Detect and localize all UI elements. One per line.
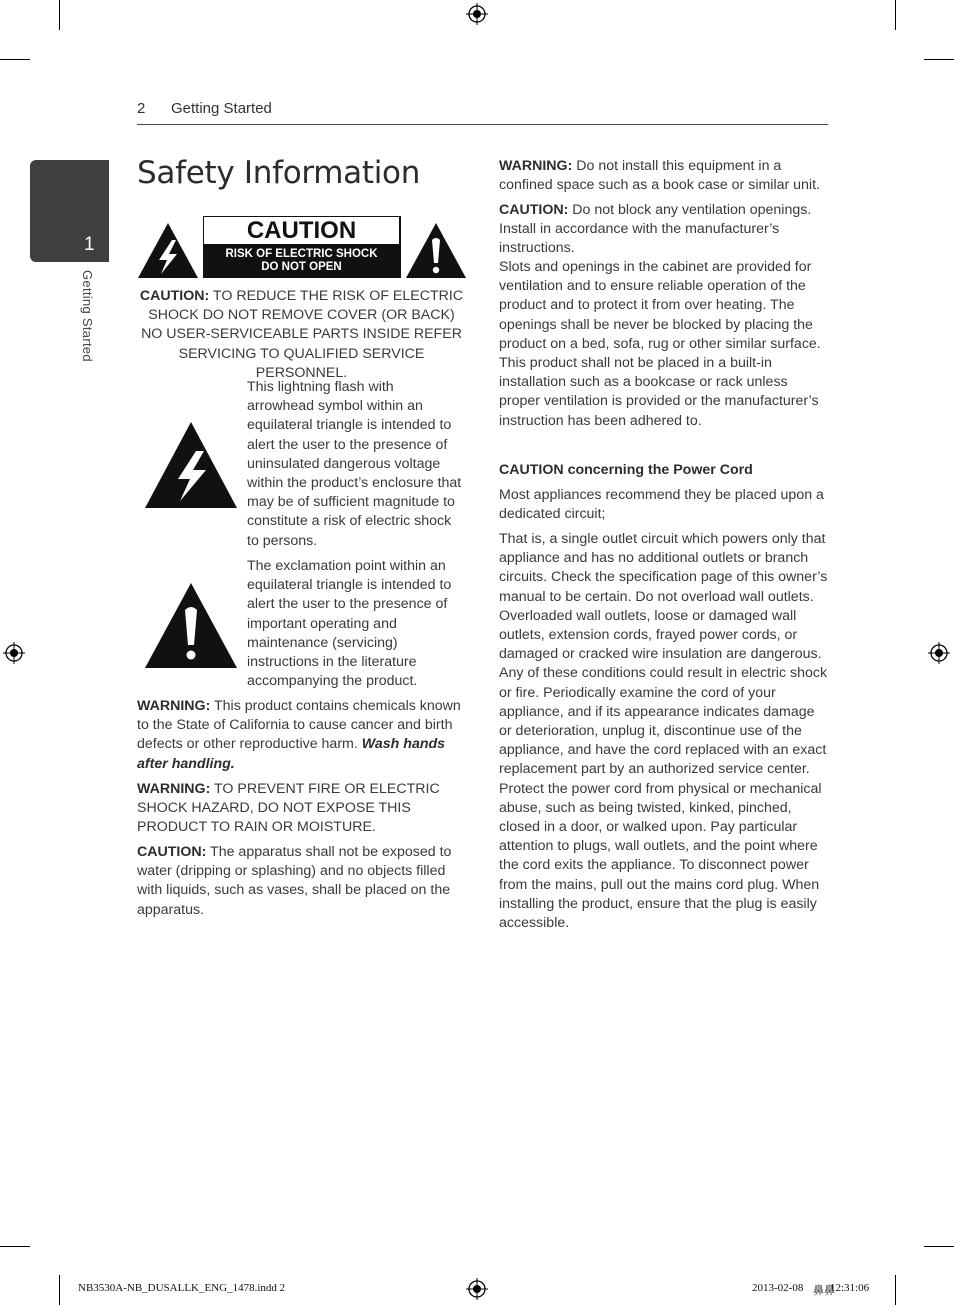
caution-label [203, 216, 401, 278]
caution-heading: CAUTION [204, 217, 399, 244]
crop-mark [59, 1275, 60, 1305]
warning-text: TO PREVENT FIRE OR ELECTRIC SHOCK HAZARD, DO NOT EXPOSE THIS PRODUCT TO RAIN OR MOISTURE. [137, 781, 440, 836]
caution-water [137, 843, 468, 920]
exclamation-symbol-icon [144, 582, 238, 669]
warning-prop65 [137, 697, 468, 774]
crop-mark [0, 1246, 30, 1247]
lightning-symbol-icon [144, 421, 238, 509]
warning-moisture [137, 780, 468, 838]
caution-text: The apparatus shall not be exposed to water (dripping or splashing) and no objects filled with liquids, such as vases, shall be placed on the apparatus. [137, 844, 452, 918]
crop-mark [924, 59, 954, 60]
header-divider [137, 124, 828, 125]
footer-time-prefix: ⿐⿐ [813, 1285, 835, 1297]
exclamation-explanation: The exclamation point within an equilateral triangle is intended to alert the user to the presence of important operating and maintenance (servicing) instructions in the literature accompanying the product. [247, 558, 452, 690]
crop-mark [895, 1275, 896, 1305]
lightning-triangle-icon [137, 222, 199, 279]
caution-line-2: DO NOT OPEN [261, 261, 342, 273]
page-number: 2 [137, 100, 146, 117]
chapter-label: Getting Started [80, 270, 95, 362]
caution-subtitle [204, 248, 399, 274]
crop-mark [924, 1246, 954, 1247]
exclamation-triangle-icon [405, 222, 467, 279]
warning-lead: WARNING: [499, 158, 573, 174]
caution-lead: CAUTION: [499, 202, 569, 218]
crop-mark [0, 59, 30, 60]
footer-time: 12:31:06 [830, 1282, 870, 1294]
registration-mark-icon [3, 642, 25, 664]
registration-mark-icon [466, 1278, 488, 1300]
caution-text: TO REDUCE THE RISK OF ELECTRIC SHOCK DO NOT REMOVE COVER (OR BACK) NO USER-SERVICEABLE PARTS INSIDE REFER SERVICING TO QUALIFIED SERVICE PERSONNEL. [141, 288, 464, 381]
power-cord-paragraph-1: Most appliances recommend they be placed upon a dedicated circuit; [499, 487, 824, 523]
warning-text: This product contains chemicals known to the State of California to cause cancer and birth defects or other reproductive harm. [137, 698, 461, 753]
caution-lead: CAUTION: [137, 844, 207, 860]
power-cord-paragraph-2: That is, a single outlet circuit which powers only that appliance and has no additional outlets or branch circuits. Check the specification page of this owner’s manual to be certain. Do not overload wall outlets. Overloaded wall outlets, loose or damaged wall outlets, extension cords, frayed power cords, or damaged or cracked wire insulation are dangerous. Any of these conditions could result in electric shock or fire. Periodically examine the cord of your appliance, and if its appearance indicates damage or deterioration, unplug it, discontinue use of the appliance, and have the cord replaced with an exact replacement part by an authorized service center. Protect the power cord from physical or mechanical abuse, such as being twisted, kinked, pinched, closed in a door, or walked upon. Pay particular attention to plugs, wall outlets, and the point where the cord exits the appliance. To disconnect power from the mains, pull out the mains cord plug. When installing the product, ensure that the plug is easily accessible. [499, 531, 828, 932]
caution-ventilation [499, 201, 829, 259]
warning-emphasis: Wash hands after handling. [137, 736, 446, 772]
chapter-tab [30, 160, 109, 262]
chapter-number: 1 [84, 234, 95, 255]
running-header: Getting Started [171, 100, 272, 117]
warning-text: Do not install this equipment in a confined space such as a book case or similar unit. [499, 158, 820, 194]
crop-mark [59, 0, 60, 30]
warning-lead: WARNING: [137, 781, 211, 797]
page-title: Safety Information [137, 155, 421, 191]
registration-mark-icon [466, 3, 488, 25]
caution-lead: CAUTION: [139, 288, 210, 304]
power-cord-heading: CAUTION concerning the Power Cord [499, 462, 753, 478]
footer-file-name: NB3530A-NB_DUSALLK_ENG_1478.indd 2 [78, 1282, 286, 1294]
caution-paragraph [137, 287, 466, 383]
warning-confined-space [499, 157, 829, 195]
footer-date: 2013-02-08 [752, 1282, 804, 1294]
slots-paragraph: Slots and openings in the cabinet are provided for ventilation and to ensure reliable operation of the product and to protect it from over heating. The openings shall be never be blocked by placing the product on a bed, sofa, rug or other similar surface. This product shall not be placed in a built-in installation such as a bookcase or rack unless proper ventilation is provided or the manufacturer’s instruction has been adhered to. [499, 259, 821, 429]
registration-mark-icon [928, 642, 950, 664]
lightning-explanation: This lightning flash with arrowhead symbol within an equilateral triangle is intended to alert the user to the presence of uninsulated dangerous voltage within the product’s enclosure that may be of sufficient magnitude to constitute a risk of electric shock to persons. [247, 379, 462, 549]
warning-lead: WARNING: [137, 698, 211, 714]
crop-mark [895, 0, 896, 30]
caution-text: Do not block any ventilation openings. Install in accordance with the manufacturer’s instructions. [499, 202, 812, 257]
caution-line-1: RISK OF ELECTRIC SHOCK [225, 248, 378, 260]
